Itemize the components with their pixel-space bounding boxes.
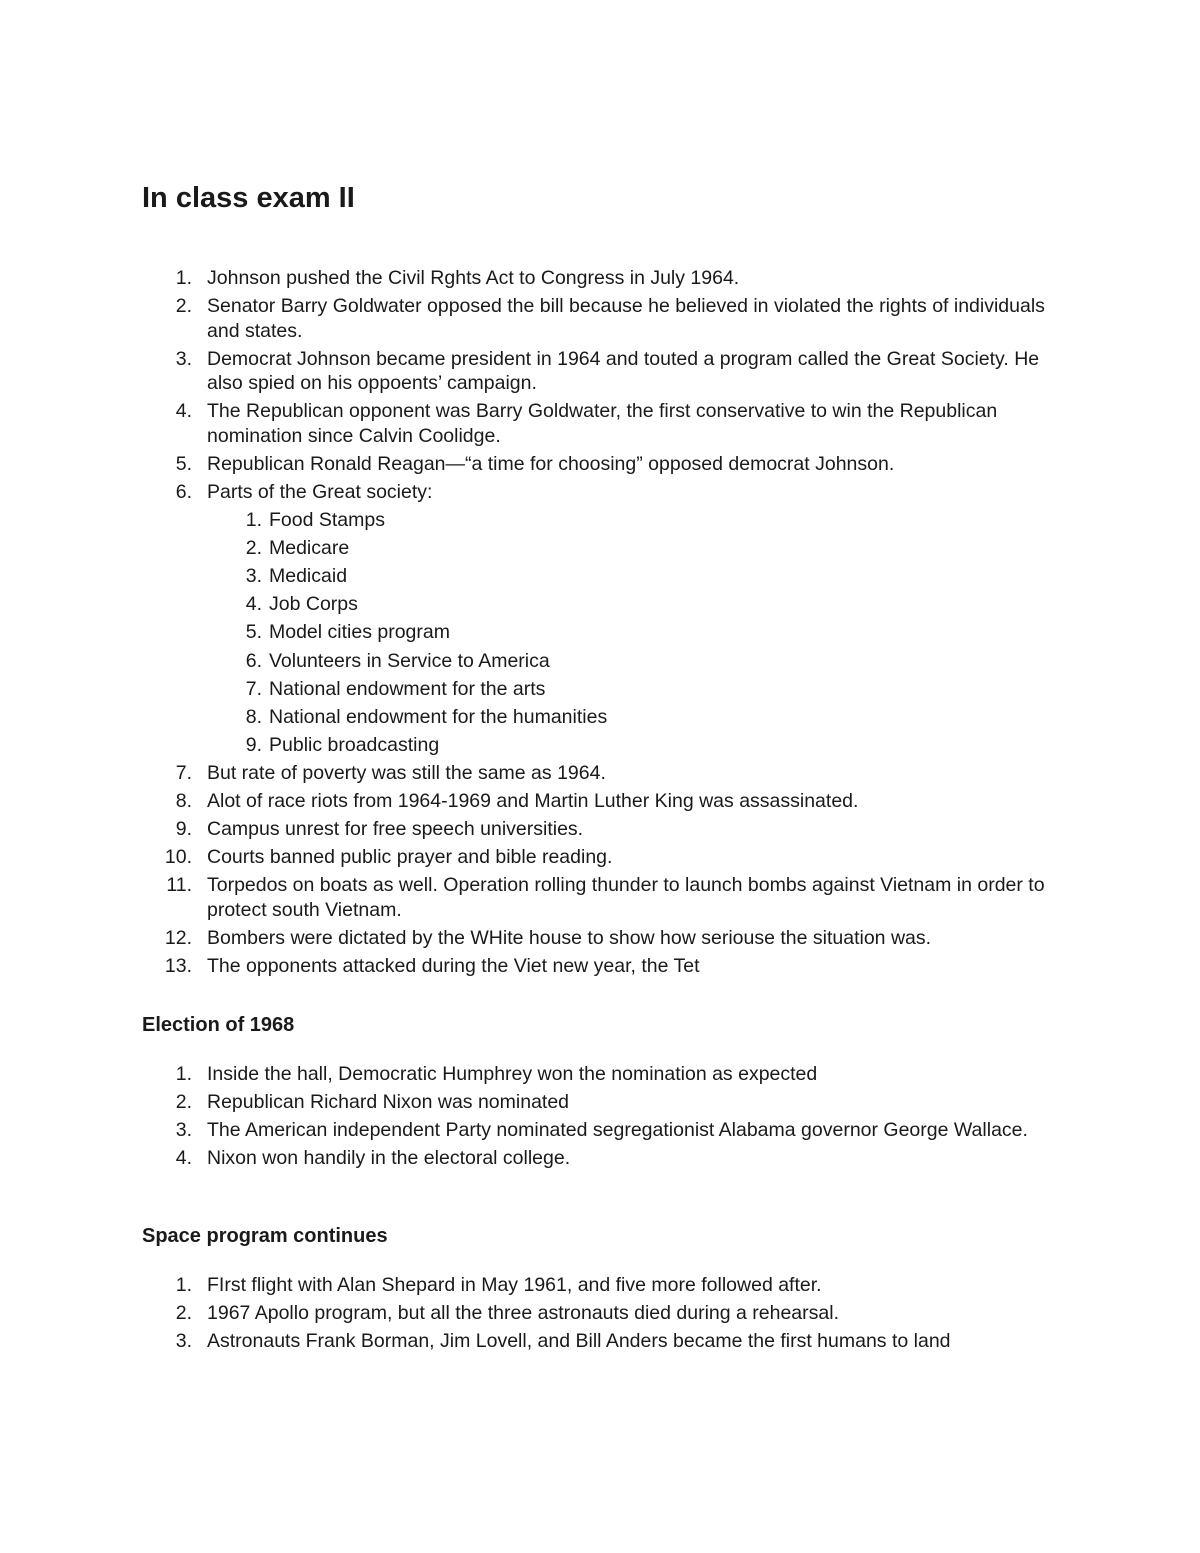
section-heading-space-program: Space program continues <box>142 1225 388 1247</box>
list-item <box>0 1273 1067 1298</box>
list-item <box>0 347 1067 396</box>
list-item-text: Inside the hall, Democratic Humphrey won the nomination as expected <box>207 1063 818 1085</box>
list-item <box>0 480 1067 757</box>
sublist-item <box>207 564 1067 589</box>
list-item-text: Torpedos on boats as well. Operation rolling thunder to launch bombs against Vietnam in order to protect south Vietnam. <box>207 874 1045 921</box>
sublist-item-number: 2. <box>245 537 262 560</box>
list-item-text: Republican Richard Nixon was nominated <box>207 1091 570 1114</box>
list-item <box>0 1118 1067 1143</box>
sublist-item-number: 4. <box>245 593 262 616</box>
sublist-item-text: National endowment for the humanities <box>269 705 608 728</box>
list-item <box>0 399 1067 448</box>
list-item-text: Bombers were dictated by the WHite house to show how seriouse the situation was. <box>207 926 932 949</box>
sublist-item-number: 6. <box>245 649 262 672</box>
list-item-text: The opponents attacked during the Viet new year, the Tet <box>207 954 700 977</box>
list-item <box>0 1146 1067 1171</box>
list-item-number: 2. <box>175 295 192 318</box>
list-item-text: Alot of race riots from 1964-1969 and Martin Luther King was assassinated. <box>207 790 859 812</box>
list-item-number: 2. <box>175 1302 192 1325</box>
list-item-number: 11. <box>166 874 192 897</box>
list-item-number: 13. <box>164 954 192 977</box>
list-item-number: 1. <box>175 1063 192 1085</box>
list-item <box>0 817 1067 842</box>
list-item <box>0 845 1067 870</box>
sublist-item <box>207 592 1067 617</box>
great-society-sublist <box>207 508 1067 757</box>
list-item-text: Senator Barry Goldwater opposed the bill because he believed in violated the rights of individuals and states. <box>207 295 1045 342</box>
sublist-item <box>207 620 1067 645</box>
sublist-item-number: 1. <box>245 509 262 532</box>
list-item-number: 3. <box>175 347 192 370</box>
list-item-text: Campus unrest for free speech universities. <box>207 818 584 841</box>
sublist-item <box>207 733 1067 758</box>
list-item-number: 4. <box>175 400 192 423</box>
sublist-item <box>207 649 1067 674</box>
sublist-item <box>207 508 1067 533</box>
list-item-number: 3. <box>175 1330 192 1353</box>
sublist-item-text: Medicaid <box>269 565 348 588</box>
election-1968-list <box>0 1062 1200 1174</box>
list-item-text: Democrat Johnson became president in 1964 and touted a program called the Great Society. He also spied on his oppoents’ campaign. <box>207 347 1040 395</box>
sublist-item-text: Public broadcasting <box>269 733 440 756</box>
list-item <box>0 1062 1067 1087</box>
list-item-text: FIrst flight with Alan Shepard in May 1961, and five more followed after. <box>207 1274 822 1296</box>
list-item-number: 7. <box>175 761 192 784</box>
list-item <box>0 1329 1067 1354</box>
sublist-item-text: Model cities program <box>269 621 450 644</box>
list-item-number: 9. <box>175 818 192 841</box>
sublist-item-text: National endowment for the arts <box>269 677 546 700</box>
list-item-text: 1967 Apollo program, but all the three astronauts died during a rehearsal. <box>207 1302 839 1325</box>
list-item <box>0 789 1067 814</box>
list-item-text: Nixon won handily in the electoral college. <box>207 1147 571 1170</box>
sublist-item <box>207 705 1067 730</box>
list-item-text: Republican Ronald Reagan—“a time for choosing” opposed democrat Johnson. <box>207 452 895 475</box>
list-item <box>0 266 1067 291</box>
list-item <box>0 954 1067 979</box>
list-item-number: 1. <box>175 1274 192 1296</box>
list-item <box>0 1301 1067 1326</box>
sublist-item-text: Volunteers in Service to America <box>269 649 550 672</box>
sublist-item-number: 5. <box>245 621 262 644</box>
sublist-item-text: Job Corps <box>269 593 358 616</box>
list-item-number: 3. <box>175 1119 192 1142</box>
sublist-item <box>207 536 1067 561</box>
list-item-number: 12. <box>164 926 192 949</box>
list-item-number: 1. <box>175 267 192 289</box>
section-heading-election-1968: Election of 1968 <box>142 1014 295 1036</box>
exam-notes-list <box>0 266 1200 982</box>
list-item-number: 8. <box>175 790 192 812</box>
list-item <box>0 294 1067 343</box>
sublist-item-number: 3. <box>245 565 262 588</box>
sublist-item <box>207 677 1067 702</box>
list-item-text: Astronauts Frank Borman, Jim Lovell, and Bill Anders became the first humans to land <box>207 1330 951 1353</box>
list-item-number: 5. <box>175 452 192 475</box>
list-item-text: Johnson pushed the Civil Rghts Act to Congress in July 1964. <box>207 267 740 289</box>
list-item-number: 4. <box>175 1147 192 1170</box>
space-program-list <box>0 1273 1200 1357</box>
list-item-text: But rate of poverty was still the same as 1964. <box>207 761 606 784</box>
sublist-item-text: Medicare <box>269 537 350 560</box>
list-item-text: The Republican opponent was Barry Goldwater, the first conservative to win the Republican nomination since Calvin Coolidge. <box>207 400 998 447</box>
list-item <box>0 873 1067 922</box>
list-item-text: Parts of the Great society: <box>207 480 433 503</box>
sublist-item-number: 8. <box>245 705 262 728</box>
sublist-item-number: 7. <box>245 677 262 700</box>
sublist-item-text: Food Stamps <box>269 509 385 532</box>
sublist-item-number: 9. <box>245 733 262 756</box>
list-item <box>0 926 1067 951</box>
list-item-number: 10. <box>164 846 192 869</box>
list-item <box>0 1090 1067 1115</box>
list-item-number: 2. <box>175 1091 192 1114</box>
list-item <box>0 452 1067 477</box>
list-item <box>0 761 1067 786</box>
list-item-number: 6. <box>175 480 192 503</box>
page-title: In class exam II <box>142 182 355 214</box>
list-item-text: Courts banned public prayer and bible reading. <box>207 846 613 869</box>
list-item-text: The American independent Party nominated segregationist Alabama governor George Wallace. <box>207 1119 1028 1142</box>
